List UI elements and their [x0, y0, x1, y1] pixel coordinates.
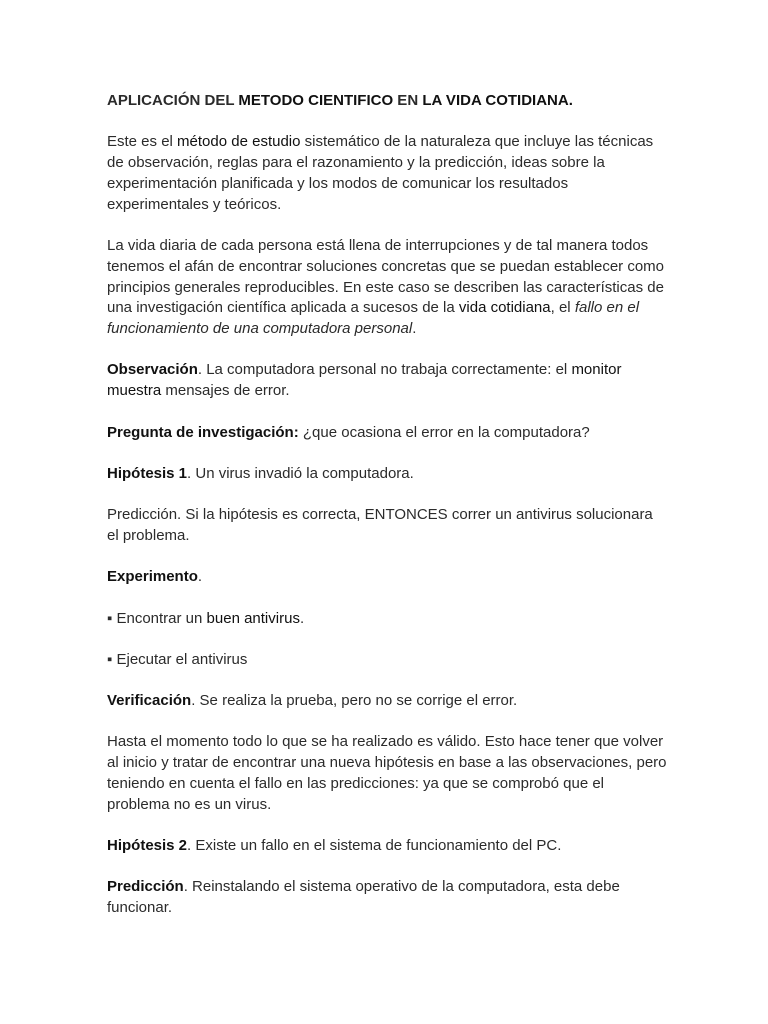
- question-paragraph: [107, 423, 668, 444]
- hypothesis2-paragraph: [107, 836, 668, 857]
- experiment-text: .: [197, 568, 203, 586]
- observation-text: mensajes de error.: [161, 382, 290, 400]
- experiment-paragraph: [107, 567, 668, 588]
- title-text: APLICACIÓN DEL: [107, 92, 239, 109]
- prediction2-text: . Reinstalando el sistema operativo de la computadora, esta debe funcionar.: [107, 878, 620, 917]
- hypothesis1-text: . Un virus invadió la computadora.: [187, 464, 414, 482]
- prediction1-paragraph: [107, 505, 668, 547]
- title-link-metodo-cientifico[interactable]: METODO CIENTIFICO: [238, 92, 394, 109]
- experiment-label: Experimento: [107, 568, 198, 586]
- bullet2-text: ▪ Ejecutar el antivirus: [107, 650, 248, 668]
- verification-label: Verificación: [107, 692, 192, 710]
- bullet1-text: ▪ Encontrar un: [107, 609, 207, 627]
- link-buen-antivirus[interactable]: buen antivirus: [206, 609, 300, 627]
- document-title: [107, 91, 668, 112]
- context-text: La vida diaria de cada persona está llena de interrupciones y de tal manera todos tenemos el afán de encontrar soluciones concretas que se puedan establecer como principios generales reproducibles. En este caso se describen las características de una investigación científica aplicada a sucesos de la: [107, 236, 665, 317]
- reflection-paragraph: [107, 732, 668, 815]
- prediction2-paragraph: [107, 877, 668, 919]
- context-italic-text: fallo en el funcionamiento de una computadora personal: [107, 299, 640, 338]
- reflection-text: Hasta el momento todo lo que se ha realizado es válido. Esto hace tener que volver al inicio y tratar de encontrar una nueva hipótesis en base a las observaciones, pero teniendo en cuenta el fallo en las predicciones: ya que se comprobó que el problema no es un virus.: [107, 733, 667, 813]
- hypothesis1-paragraph: [107, 464, 668, 485]
- title-text: EN: [393, 92, 423, 109]
- hypothesis2-text: . Existe un fallo en el sistema de funcionamiento del PC.: [187, 837, 562, 855]
- context-text: .: [412, 320, 417, 338]
- question-label: Pregunta de investigación:: [107, 423, 299, 441]
- question-text: ¿que ocasiona el error en la computadora?: [298, 423, 590, 441]
- prediction2-label: Predicción: [107, 878, 184, 896]
- observation-paragraph: [107, 360, 668, 402]
- bullet-item-2: [107, 650, 668, 671]
- link-metodo-de-estudio[interactable]: método de estudio: [177, 133, 301, 151]
- link-monitor-muestra[interactable]: monitor muestra: [107, 361, 622, 400]
- bullet1-text: .: [299, 609, 305, 627]
- observation-label: Observación: [107, 361, 198, 379]
- verification-text: . Se realiza la prueba, pero no se corrige el error.: [191, 692, 518, 710]
- title-link-vida-cotidiana[interactable]: LA VIDA COTIDIANA.: [422, 92, 573, 109]
- hypothesis2-label: Hipótesis 2: [107, 837, 188, 855]
- context-paragraph: [107, 236, 668, 340]
- intro-text: Este es el: [107, 133, 178, 151]
- bullet-item-1: [107, 609, 668, 630]
- observation-text: . La computadora personal no trabaja correctamente: el: [197, 361, 572, 379]
- prediction1-text: Predicción. Si la hipótesis es correcta, ENTONCES correr un antivirus solucionara el problema.: [107, 506, 653, 544]
- link-vida-cotidiana[interactable]: vida cotidiana: [458, 299, 551, 317]
- context-text: , el: [550, 299, 575, 317]
- hypothesis1-label: Hipótesis 1: [107, 464, 188, 482]
- intro-text: sistemático de la naturaleza que incluye las técnicas de observación, reglas para el razonamiento y la predicción, ideas sobre la experimentación planificada y los modos de comunicar los resultados experimentales y teóricos.: [107, 133, 654, 213]
- verification-paragraph: [107, 691, 668, 712]
- intro-paragraph: [107, 132, 668, 215]
